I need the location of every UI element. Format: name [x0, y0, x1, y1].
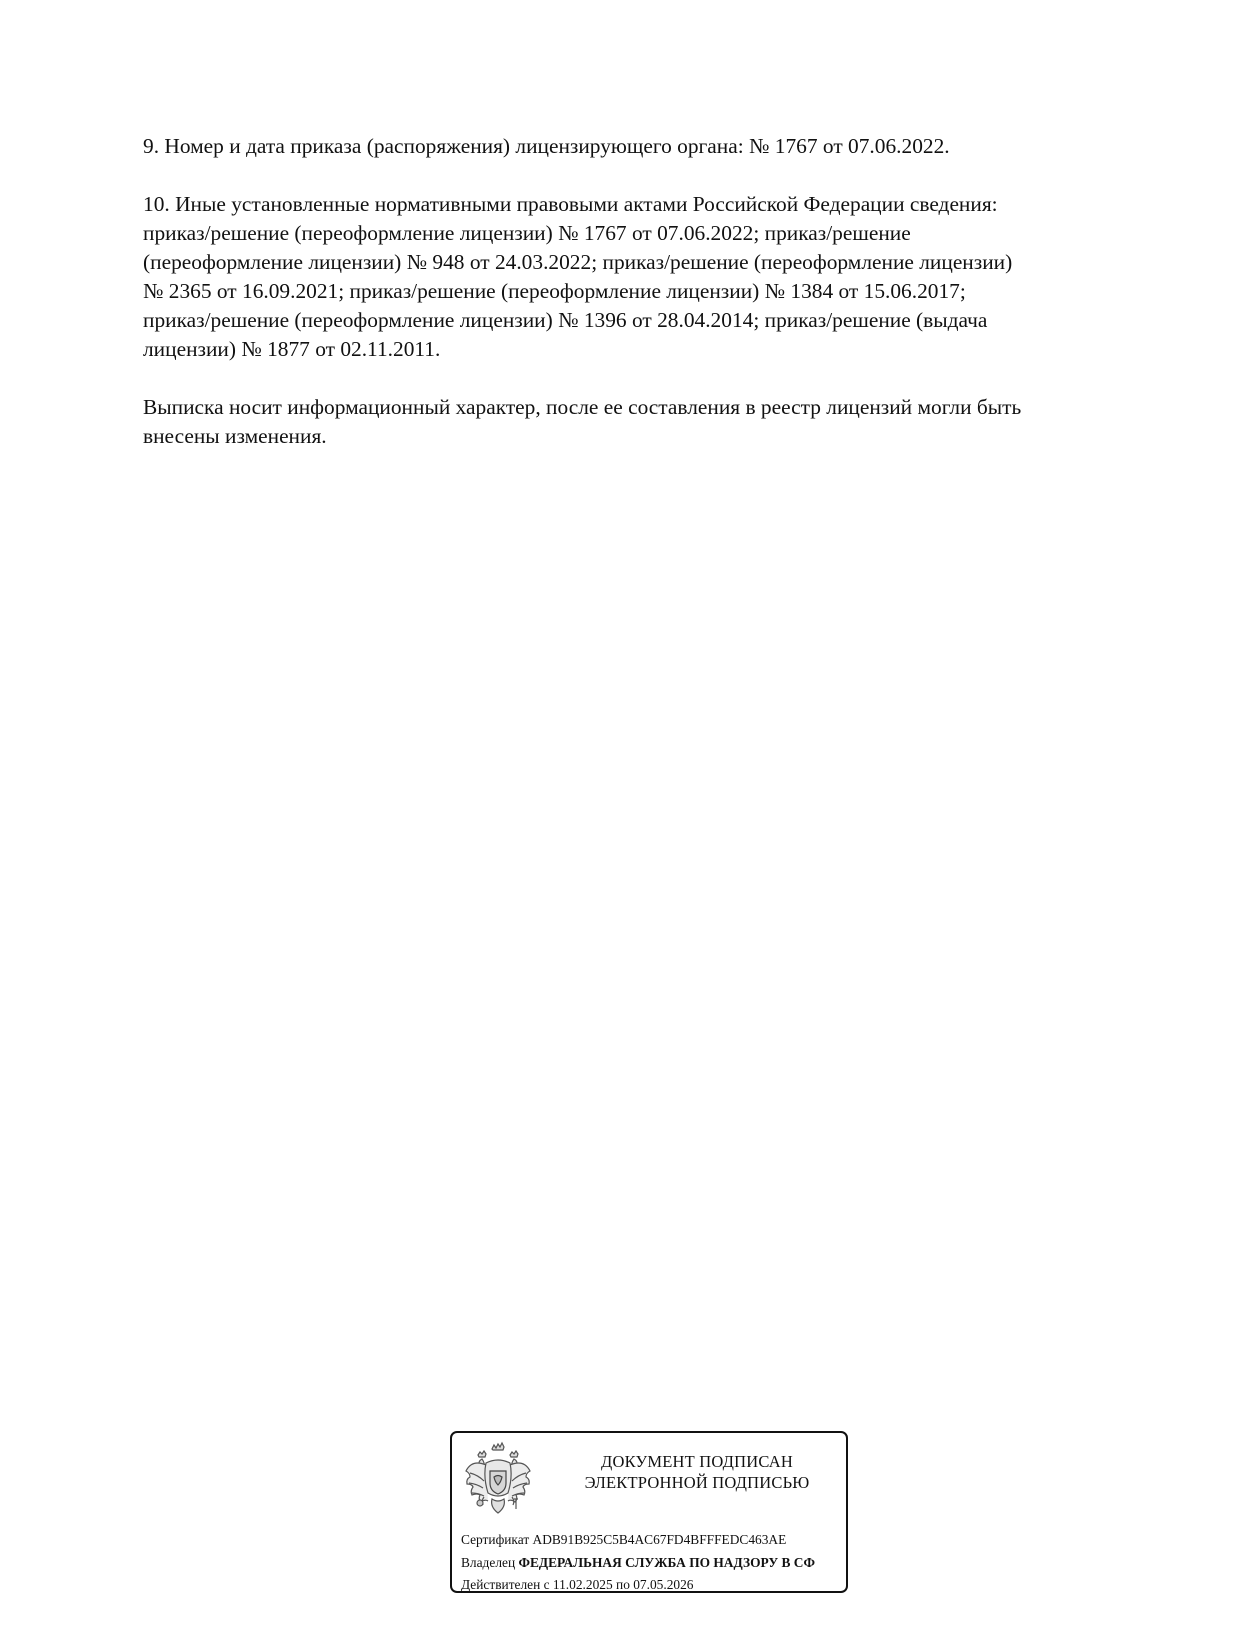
- validity-text: Действителен с 11.02.2025 по 07.05.2026: [461, 1577, 694, 1592]
- electronic-signature-stamp: [450, 1431, 848, 1593]
- stamp-title: [552, 1451, 842, 1493]
- paragraph-order-number: [143, 132, 1143, 161]
- certificate-label: Сертификат: [461, 1532, 530, 1547]
- stamp-title-line: ЭЛЕКТРОННОЙ ПОДПИСЬЮ: [584, 1473, 810, 1492]
- paragraph-other-info: [143, 190, 1143, 364]
- paragraph-line: (переоформление лицензии) № 948 от 24.03.2022; приказ/решение (переоформление лицензии): [143, 250, 1013, 274]
- paragraph-line: внесены изменения.: [143, 424, 327, 448]
- paragraph-line: приказ/решение (переоформление лицензии) № 1767 от 07.06.2022; приказ/решение: [143, 221, 911, 245]
- paragraph-line: Выписка носит информационный характер, после ее составления в реестр лицензий могли быть: [143, 395, 1022, 419]
- owner-label: Владелец: [461, 1555, 516, 1570]
- paragraph-line: 10. Иные установленные нормативными правовыми актами Российской Федерации сведения:: [143, 192, 998, 216]
- document-body: [143, 132, 1143, 451]
- certificate-value: ADB91B925C5B4AC67FD4BFFFEDC463AE: [532, 1532, 787, 1547]
- paragraph-line: 9. Номер и дата приказа (распоряжения) лицензирующего органа: № 1767 от 07.06.2022.: [143, 134, 950, 158]
- paragraph-line: приказ/решение (переоформление лицензии) № 1396 от 28.04.2014; приказ/решение (выдача: [143, 308, 988, 332]
- owner-value: ФЕДЕРАЛЬНАЯ СЛУЖБА ПО НАДЗОРУ В СФ: [518, 1555, 815, 1570]
- paragraph-disclaimer: [143, 393, 1143, 451]
- paragraph-line: лицензии) № 1877 от 02.11.2011.: [143, 337, 441, 361]
- paragraph-line: № 2365 от 16.09.2021; приказ/решение (переоформление лицензии) № 1384 от 15.06.2017;: [143, 279, 966, 303]
- owner-row: [461, 1554, 815, 1572]
- stamp-title-line: ДОКУМЕНТ ПОДПИСАН: [601, 1452, 793, 1471]
- certificate-row: [461, 1531, 786, 1549]
- russian-coat-of-arms-icon: [464, 1441, 532, 1521]
- validity-row: [461, 1576, 694, 1593]
